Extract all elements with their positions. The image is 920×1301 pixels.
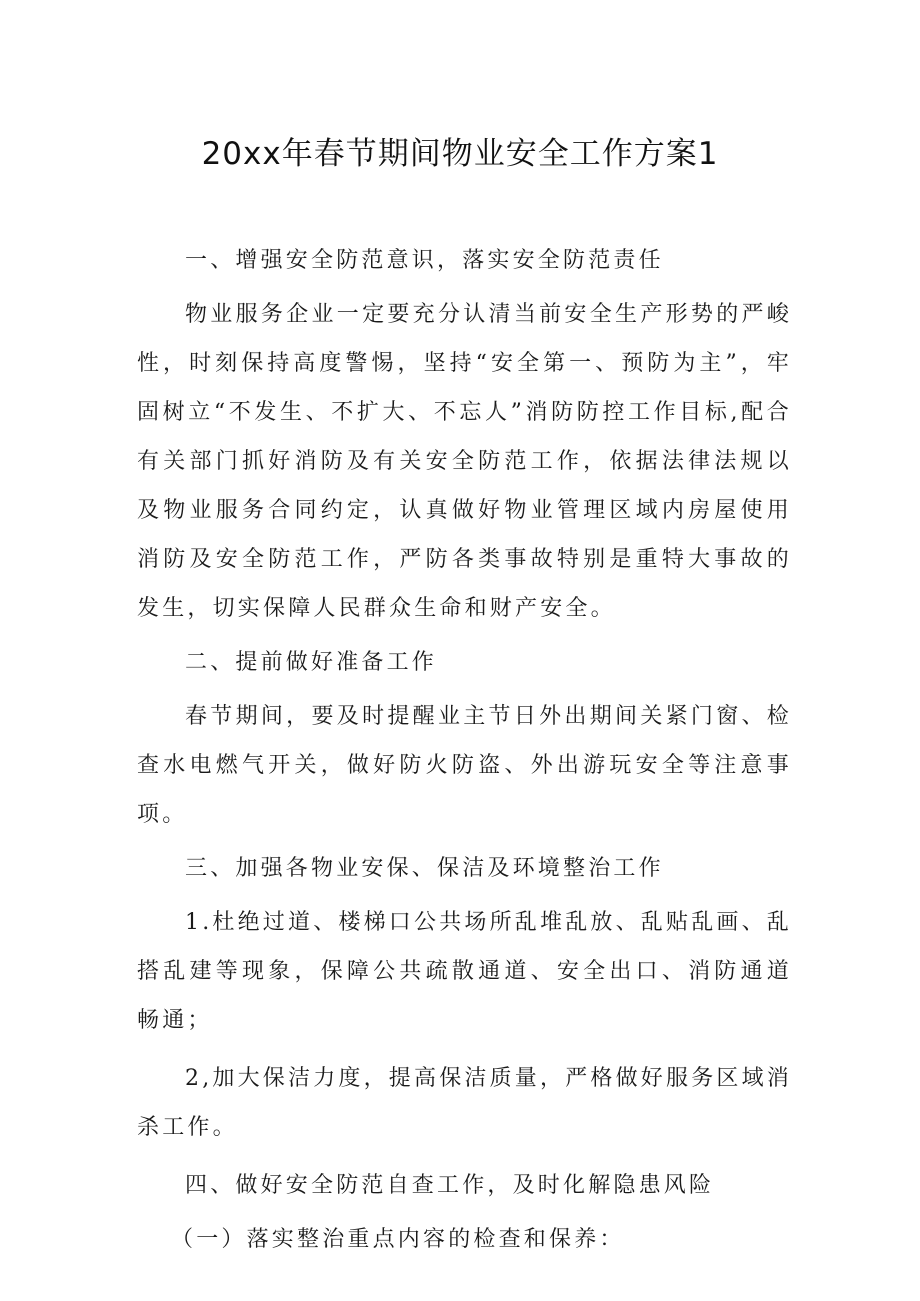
body-paragraph: 春节期间，要及时提醒业主节日外出期间关紧门窗、检查水电燃气开关，做好防火防盗、外出游玩安全等注意事项。 — [137, 704, 792, 827]
document-body — [137, 236, 792, 1264]
section-heading: 三、加强各物业安保、保洁及环境整治工作 — [185, 856, 664, 881]
list-item: 1.杜绝过道、楼梯口公共场所乱堆乱放、乱贴乱画、乱搭乱建等现象，保障公共疏散通道、安全出口、消防通道畅通； — [137, 910, 792, 1033]
subsection-heading: （一）落实整治重点内容的检查和保养： — [171, 1227, 625, 1252]
list-item: 2,加大保洁力度，提高保洁质量，严格做好服务区域消杀工作。 — [137, 1066, 792, 1140]
document-title: 20xx年春节期间物业安全工作方案1 — [201, 136, 719, 172]
section-heading: 四、做好安全防范自查工作，及时化解隐患风险 — [185, 1173, 715, 1198]
body-paragraph: 物业服务企业一定要充分认清当前安全生产形势的严峻性，时刻保持高度警惕，坚持“安全第一、预防为主”，牢固树立“不发生、不扩大、不忘人”消防防控工作目标,配合有关部门抓好消防及有关安全防范工作，依据法律法规以及物业服务合同约定，认真做好物业管理区域内房屋使用消防及安全防范工作，严防各类事故特别是重特大事故的发生，切实保障人民群众生命和财产安全。 — [137, 302, 792, 621]
section-heading: 二、提前做好准备工作 — [185, 650, 438, 675]
section-heading: 一、增强安全防范意识，落实安全防范责任 — [185, 248, 664, 273]
